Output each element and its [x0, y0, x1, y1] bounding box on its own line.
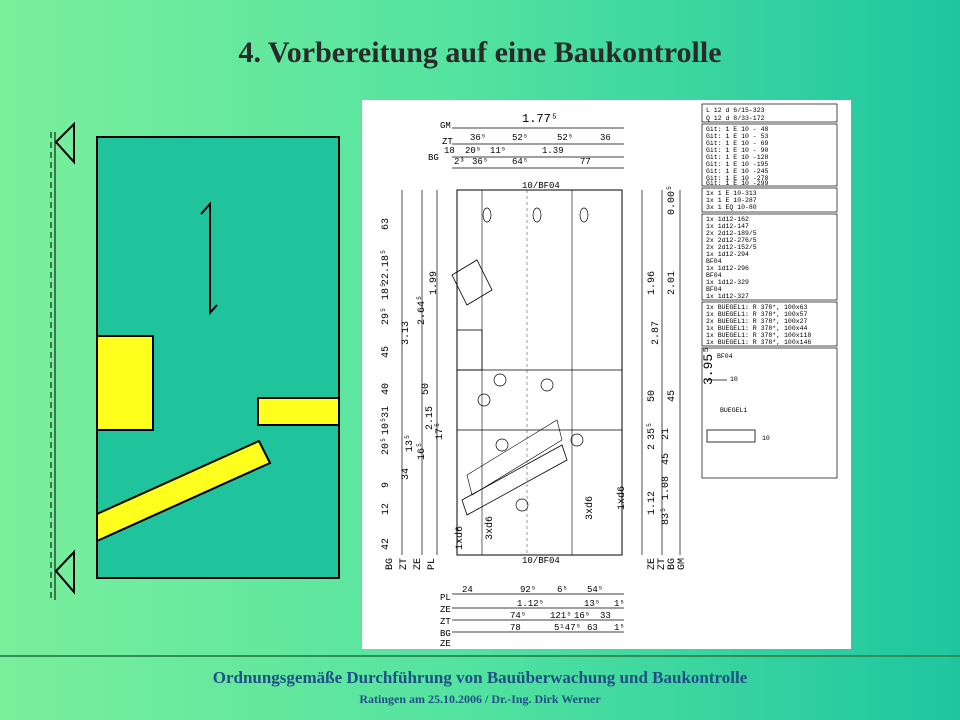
dim-gm-2: 52⁵ — [557, 133, 574, 143]
rdim-axis-gm: GM — [677, 557, 688, 570]
rdim-a-5: 1.12 — [647, 490, 658, 515]
vdim-b-0: 3.13 — [401, 320, 412, 345]
vdim-b-3: 50 — [421, 382, 432, 395]
bdim-bg-3: 33 — [600, 611, 611, 621]
rdim-a-1: 2.87 — [651, 320, 662, 345]
vdim-a-6: 20⁵ — [381, 436, 392, 455]
rdim-axis-bg: BG — [667, 557, 678, 570]
bar-label-0: 1xd6 — [455, 525, 466, 550]
bdim-pl-1: 92⁵ — [520, 585, 537, 595]
vdim-a-1: 22.18⁵ — [381, 248, 392, 285]
bdim-zt-1: 5¹47⁵ — [554, 623, 582, 633]
d-row-10: BF04 — [706, 286, 722, 293]
detail-label-1: BF04 — [717, 353, 733, 360]
bubble — [533, 208, 541, 222]
section-arrow-top-icon — [56, 124, 74, 162]
bdim-bg-2: 16⁵ — [574, 611, 591, 621]
vdim-a-4: 45 — [381, 345, 392, 358]
git-row-7: Git: 1 E 10 -278 — [706, 175, 769, 182]
d-row-11: 1x 1d12-327 — [706, 293, 749, 300]
bdim-axis-ze2: ZE — [440, 639, 451, 649]
height-label: 3.95⁵ — [701, 345, 716, 385]
bdim-ze-2: 1⁵ — [614, 599, 625, 609]
rotated-square — [452, 260, 492, 305]
git-row-2: Git: 1 E 10 - 69 — [706, 140, 769, 147]
d-row-3: 2x 2d12-276/5 — [706, 237, 757, 244]
vdim-a-11: 42 — [381, 537, 392, 550]
vdim-a-0: 63 — [381, 217, 392, 230]
git-row-4: Git: 1 E 10 -128 — [706, 154, 769, 161]
detail-label-2: BUEGEL1 — [720, 407, 748, 414]
dim-zt-1: 20⁵ — [465, 146, 482, 156]
bdim-zt-3: 1⁵ — [614, 623, 625, 633]
dim-gm-0: 36⁵ — [470, 133, 487, 143]
vdim-b-4: 34 — [401, 467, 412, 480]
vdim-a-5: 40 — [381, 382, 392, 395]
buegel-row-5: 1x BUEGEL1: R 378*, 100x146 — [706, 339, 812, 346]
section-arrow-bottom-icon — [56, 552, 74, 592]
buegel-row-3: 1x BUEGEL1: R 378*, 100x44 — [706, 325, 808, 332]
bdim-pl-3: 54⁵ — [587, 585, 604, 595]
git-row-0: Git: 1 E 10 - 48 — [706, 126, 769, 133]
vdim-b-7: 2.15 — [425, 405, 436, 430]
buegel-row-1: 1x BUEGEL1: R 378*, 100x57 — [706, 311, 808, 318]
bubble — [494, 374, 506, 386]
vdim-b-8: 17⁵ — [435, 421, 446, 440]
git-row-8: Git: 1 E 10 -299 — [706, 180, 769, 187]
bdim-axis-pl: PL — [440, 593, 451, 603]
schematic-sketch — [0, 0, 360, 640]
bar-label-3: 1xd6 — [617, 485, 628, 510]
diagonal-band — [462, 445, 567, 515]
slab-label-bottom: 10/BF04 — [522, 556, 560, 566]
bubble — [478, 394, 490, 406]
vdim-a-8: 31 — [381, 405, 392, 418]
table-header-0: L 12 d 6/15-323 — [706, 107, 765, 114]
dim-bg-0: 2³ — [454, 157, 465, 167]
git-row-3: Git: 1 E 10 - 90 — [706, 147, 769, 154]
rdim-a-2: 50 — [647, 389, 658, 402]
bubble — [496, 439, 508, 451]
d-row-1: 1x 1d12-147 — [706, 223, 749, 230]
rdim-axis-zt: ZT — [657, 557, 668, 570]
dim-bg-1: 36⁵ — [472, 157, 489, 167]
vdim-a-9: 9 — [381, 481, 392, 488]
bdim-pl-2: 6⁵ — [557, 585, 568, 595]
bdim-zt-0: 78 — [510, 623, 521, 633]
d-row-4: 2x 2d12-152/5 — [706, 244, 757, 251]
vdim-b-1: 2.64⁵ — [417, 294, 428, 325]
opening-rect — [457, 330, 482, 370]
footer-title: Ordnungsgemäße Durchführung von Bauüberwachung und Baukontrolle — [212, 668, 748, 687]
d-row-7: 1x 1d12-296 — [706, 265, 749, 272]
d-row-2: 2x 2d12-189/5 — [706, 230, 757, 237]
e-row-2: 3x 1 EQ 10-80 — [706, 204, 757, 211]
rdim-a-6: 1.08 — [661, 475, 672, 500]
buegel-row-2: 2x BUEGEL1: R 378*, 100x27 — [706, 318, 808, 325]
dim-zt-2: 11⁵ — [490, 146, 507, 156]
rdim-a-3: 2 — [647, 443, 658, 450]
bdim-bg-1: 121⁵ — [550, 611, 572, 621]
dim-bg-2: 64⁵ — [512, 157, 529, 167]
dim-bg-3: 77 — [580, 157, 591, 167]
vdim-b-2: 1.99 — [429, 270, 440, 295]
d-row-8: BF04 — [706, 272, 722, 279]
footer-divider — [0, 655, 960, 657]
d-row-6: BF04 — [706, 258, 722, 265]
bar-label-1: 3xd6 — [485, 515, 496, 540]
dim-gm-3: 36 — [600, 133, 611, 143]
bdim-ze-1: 13⁵ — [584, 599, 601, 609]
axis-zt: ZT — [442, 137, 453, 147]
bdim-ze-0: 1.12⁵ — [517, 599, 545, 609]
git-row-1: Git: 1 E 10 - 53 — [706, 133, 769, 140]
bar-label-2: 3xd6 — [585, 495, 596, 520]
vdim-a-3: 18⁵ — [381, 281, 392, 300]
axis-gm: GM — [440, 121, 451, 131]
vdim-a-7: 10⁵ — [381, 416, 392, 435]
top-overall-dim: 1.77⁵ — [522, 112, 559, 126]
dim-gm-1: 52⁵ — [512, 133, 529, 143]
vdim-axis-ze: ZE — [413, 557, 424, 570]
dim-zt-3: 1.39 — [542, 146, 564, 156]
detail-stirrup — [707, 430, 755, 442]
detail-small-1: 10 — [730, 376, 738, 383]
vdim-b-6: 16⁵ — [417, 441, 428, 460]
bubble — [483, 208, 491, 222]
e-row-1: 1x 1 E 10-287 — [706, 197, 757, 204]
wall-opening-right — [258, 398, 339, 425]
rdim-b-0: 2.01 — [667, 270, 678, 295]
vdim-a-2: 29⁵ — [381, 306, 392, 325]
slide-title: 4. Vorbereitung auf eine Baukontrolle — [238, 36, 722, 69]
dim-zt-0: 18 — [444, 146, 455, 156]
bubble — [580, 208, 588, 222]
reinforcement-plan — [362, 100, 851, 649]
vdim-b-5: 13⁵ — [405, 433, 416, 452]
wall-opening-left — [97, 336, 153, 430]
bdim-bg-0: 74⁵ — [510, 611, 527, 621]
rdim-axis-ze: ZE — [647, 557, 658, 570]
bdim-axis-zt: ZT — [440, 617, 451, 627]
buegel-row-0: 1x BUEGEL1: R 378*, 100x63 — [706, 304, 808, 311]
vdim-axis-pl: PL — [427, 557, 438, 570]
footer-subtitle: Ratingen am 25.10.2006 / Dr.-Ing. Dirk Werner — [359, 692, 601, 706]
vdim-axis-bg: BG — [385, 557, 396, 570]
d-row-5: 1x 1d12-294 — [706, 251, 749, 258]
slab-label-top: 10/BF04 — [522, 181, 560, 191]
bubble — [571, 434, 583, 446]
buegel-row-4: 1x BUEGEL1: R 378*, 100x118 — [706, 332, 812, 339]
rdim-a-7: 83⁵ — [661, 506, 672, 525]
d-row-9: 1x 1d12-329 — [706, 279, 749, 286]
bubble — [541, 379, 553, 391]
rdim-a-0: 1.96 — [647, 270, 658, 295]
axis-bg: BG — [428, 153, 439, 163]
bdim-axis-ze: ZE — [440, 605, 451, 615]
table-header-1: Q 12 d 8/33-172 — [706, 115, 765, 122]
rdim-b-1: 45 — [667, 389, 678, 402]
git-row-6: Git: 1 E 10 -245 — [706, 168, 769, 175]
rdim-b-3: 45 — [661, 452, 672, 465]
rdim-a-4: 35⁵ — [647, 421, 658, 440]
bdim-pl-0: 24 — [462, 585, 473, 595]
vdim-axis-zt: ZT — [399, 557, 410, 570]
bdim-axis-bg: BG — [440, 629, 451, 639]
detail-small-2: 10 — [762, 435, 770, 442]
bubble — [516, 499, 528, 511]
bdim-zt-2: 63 — [587, 623, 598, 633]
vdim-a-10: 12 — [381, 502, 392, 515]
rdim-b-4: 0.00⁵ — [667, 184, 678, 215]
d-row-0: 1x 1d12-162 — [706, 216, 749, 223]
diagonal-band-2 — [467, 420, 562, 495]
git-row-5: Git: 1 E 10 -195 — [706, 161, 769, 168]
rdim-b-2: 21 — [661, 427, 672, 440]
e-row-0: 1x 1 E 10-313 — [706, 190, 757, 197]
